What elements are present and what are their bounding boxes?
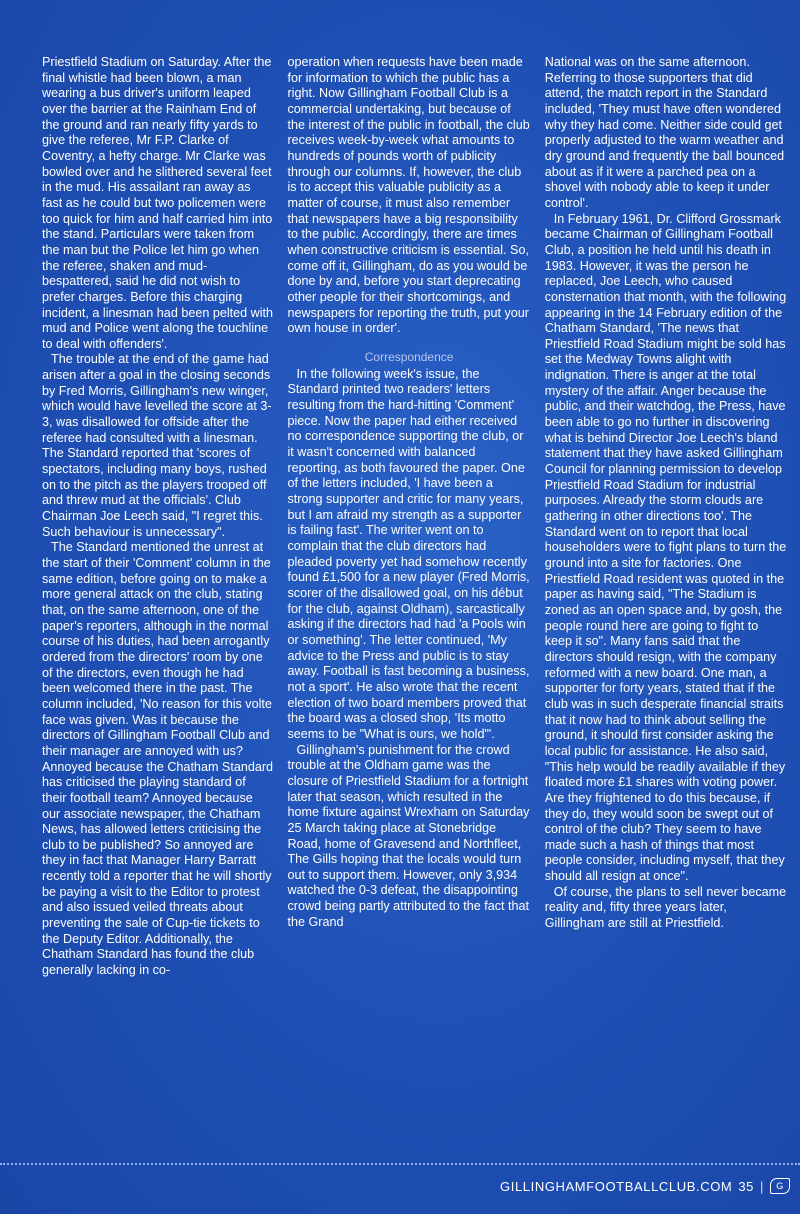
column-1: [42, 55, 273, 1155]
paragraph: In February 1961, Dr. Clifford Grossmark became Chairman of Gillingham Football Club, a position he held until his death in 1983. However, it was the person he replaced, Joe Leech, who caused consternation that month, with the following appearing in the 14 February edition of the Chatham Standard, 'The news that Priestfield Road Stadium might be sold has set the Medway Towns alight with indignation. There is anger at the total mystery of the affair. Anger because the public, and their watchdog, the Press, have been able to go no further in discovering what is behind Director Joe Leech's bland statement that they have asked Gillingham Council for planning permission to develop Priestfield Road Stadium for industrial purposes. Already the storm clouds are gathering in other directions too'. The Standard went on to report that local householders were to fight plans to turn the ground into a site for factories. One Priestfield Road resident was quoted in the paper as having said, "The Stadium is zoned as an open space and, by gosh, the people round here are going to fight to keep it so". Many fans said that the directors should resign, with the company reformed with a new board. One man, a supporter for forty years, stated that if the club was in such desperate financial straits that it now had to think about selling the ground, it should first consider asking the local public for assistance. He also said, "This help would be readily available if they floated more £1 shares with voting power. Are they frightened to do this because, if they do, they would soon be swept out of control of the club? They seem to have made such a hash of things that most people consider, including myself, that they should all resign at once".: [544, 211, 787, 884]
paragraph: Gillingham's punishment for the crowd trouble at the Oldham game was the closure of Priestfield Stadium for a fortnight later that season, which resulted in the home fixture against Wrexham on Saturday 25 March taking place at Stonebridge Road, home of Gravesend and Northfleet, The Gills hoping that the locals would turn out to support them. However, only 3,934 watched the 0-3 defeat, the disappointing crowd being partly attributed to the fact that the Grand: [287, 742, 530, 929]
article-columns: [42, 55, 788, 1155]
paragraph: The Standard mentioned the unrest at the start of their 'Comment' column in the same edition, before going on to make a more general attack on the club, stating that, on the same afternoon, one of the paper's reporters, although in the normal course of his duties, had been arrogantly ordered from the directors' room by one of the directors, even though he had been welcomed there in the past. The column included, 'No reason for this volte face was given. Was it because the directors of Gillingham Football Club and their manager are annoyed with us? Annoyed because the Chatham Standard has criticised the playing standard of their football team? Annoyed because our associate newspaper, the Chatham News, has allowed letters criticising the club to be published? So annoyed are they in fact that Manager Harry Barratt recently told a reporter that he will shortly be paying a visit to the Editor to protest and also issued veiled threats about preventing the sale of Cup-tie tickets to the Deputy Editor. Additionally, the Chatham Standard has found the club generally lacking in co-: [42, 540, 274, 978]
club-logo-icon: G: [770, 1178, 790, 1194]
column-2: [287, 55, 530, 1155]
paragraph: Of course, the plans to sell never became reality and, fifty three years later, Gillingham are still at Priestfield.: [544, 884, 787, 931]
paragraph: The trouble at the end of the game had arisen after a goal in the closing seconds by Fred Morris, Gillingham's new winger, which would have levelled the score at 3-3, was disallowed for offside after the referee had consulted with a linesman. The Standard reported that 'scores of spectators, including many boys, rushed on to the pitch as the players trooped off and threw mud at the officials'. Club Chairman Joe Leech said, "I regret this. Such behaviour is unnecessary".: [42, 352, 272, 539]
paragraph: Priestfield Stadium on Saturday. After the final whistle had been blown, a man wearing a bus driver's uniform leaped over the barrier at the Rainham End of the ground and ran nearly fifty yards to give the referee, Mr F.P. Clarke of Coventry, a hefty charge. Mr Clarke was bowled over and he slithered several feet in the mud. His assailant ran away as fast as he could but two policemen were too quick for him and half carried him into the stand. Particulars were taken from the man but the Police let him go when the referee, shaken and mud-bespattered, said he did not wish to prefer charges. Before this charging incident, a linesman had been pelted with mud and Police went along the touchline to deal with offenders'.: [42, 55, 274, 351]
paragraph: operation when requests have been made for information to which the public has a right. Now Gillingham Football Club is a commercial undertaking, but because of the interest of the public in football, the club receives week-by-week what amounts to hundreds of pounds worth of publicity through our columns. If, however, the club is to accept this valuable publicity as a matter of course, it must also remember that newspapers have a big responsibility to the public. Accordingly, there are times when constructive criticism is essential. So, come off it, Gillingham, do as you would be done by and, before you start deprecating other people for their shortcomings, and newspapers for reporting the truth, put your own house in order'.: [287, 55, 530, 336]
footer-site-link[interactable]: GILLINGHAMFOOTBALLCLUB.COM: [500, 1178, 733, 1194]
footer-divider: [0, 1163, 800, 1165]
page-footer: [500, 1178, 790, 1194]
paragraph: National was on the same afternoon. Referring to those supporters that did attend, the match report in the Standard included, 'They must have often wondered why they had come. Neither side could get properly adjusted to the warm weather and dry ground and frequently the ball bounced about as if it were a parched pea on a shovel with nobody able to keep it under control'.: [544, 55, 785, 210]
paragraph: In the following week's issue, the Standard printed two readers' letters resulting from the hard-hitting 'Comment' piece. Now the paper had either received no correspondence supporting the club, or it wasn't concerned with balanced reporting, as both favoured the paper. One of the letters included, 'I have been a strong supporter and critic for many years, but I am afraid my strength as a supporter is failing fast'. The writer went on to complain that the club directors had pleaded poverty yet had somehow recently found £1,500 for a new player (Fred Morris, scorer of the disallowed goal, on his début for the club, against Oldham), sarcastically asking if the directors had had 'a Pools win or something'. The letter continued, 'My advice to the Press and public is to stay away. Football is fast becoming a business, not a sport'. He also wrote that the recent election of two board members proved that the board was a closed shop, 'Its motto seems to be "What is ours, we hold"'.: [287, 366, 530, 741]
page-number: 35: [738, 1178, 755, 1194]
footer-separator: |: [760, 1178, 764, 1194]
section-heading: Correspondence: [364, 349, 454, 364]
column-3: [545, 55, 788, 1155]
